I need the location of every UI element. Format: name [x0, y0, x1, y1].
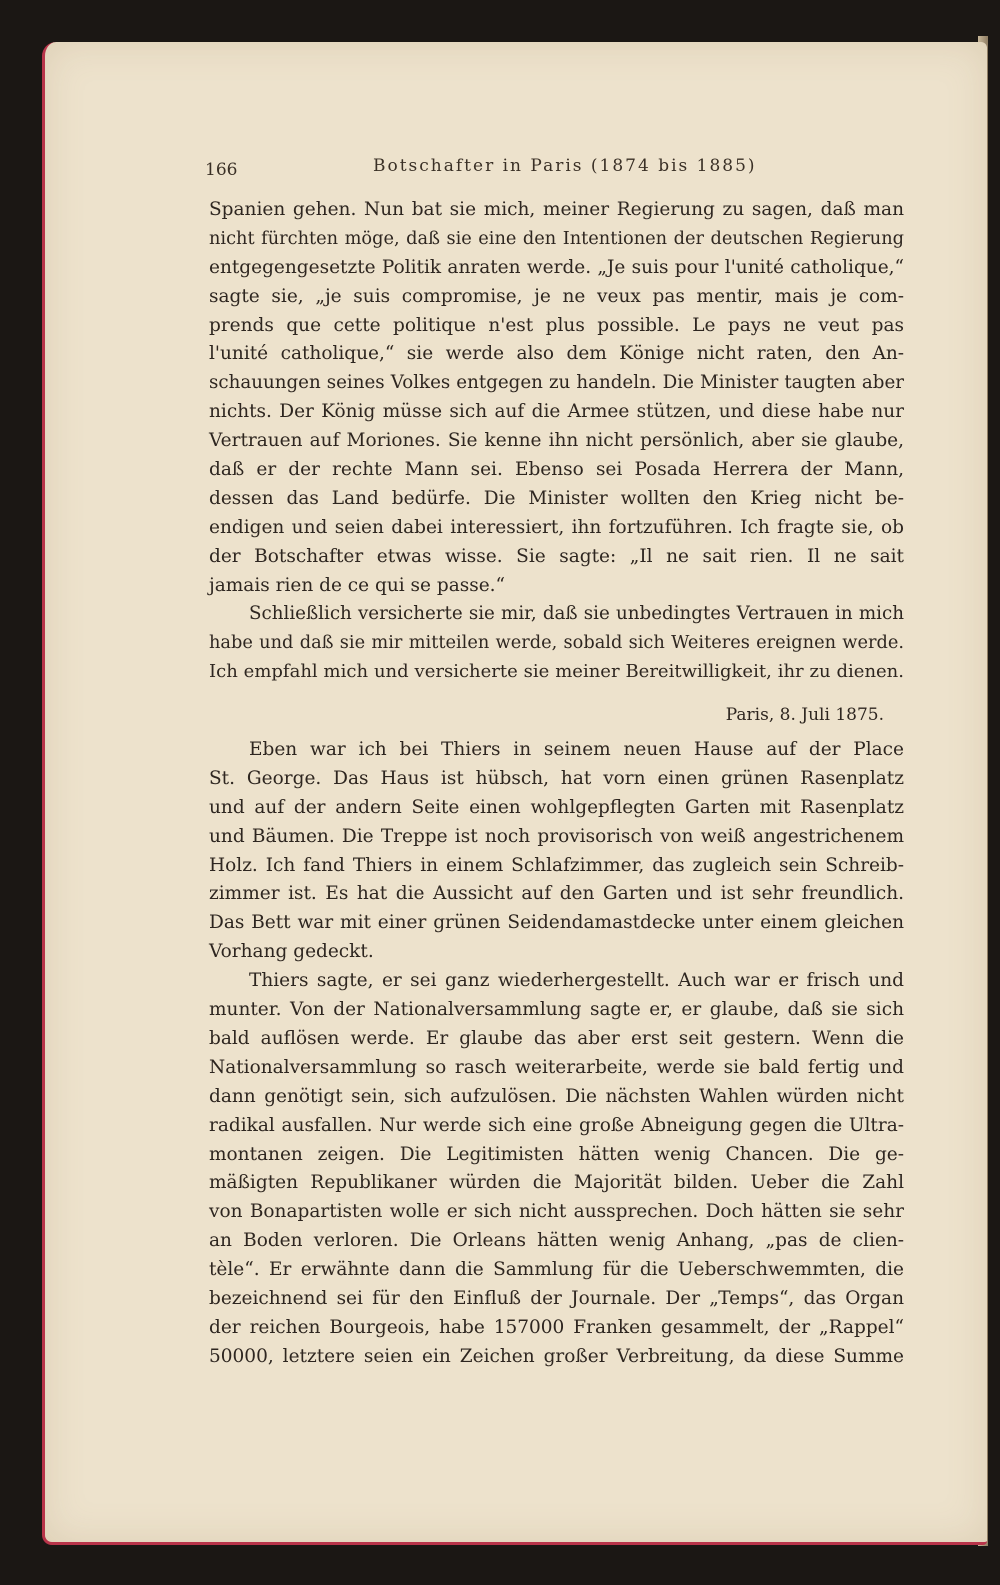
text-line: dann genötigt sein, sich aufzulösen. Die nächsten Wahlen würden nicht	[209, 1085, 904, 1107]
text-line: Vorhang gedeckt.	[209, 941, 374, 963]
dateline: Paris, 8. Juli 1875.	[725, 705, 884, 726]
text-line: montanen zeigen. Die Legitimisten hätten wenig Chancen. Die ge-	[209, 1143, 904, 1165]
paragraph	[209, 196, 904, 600]
text-line: radikal ausfallen. Nur werde sich eine große Abneigung gegen die Ultra-	[209, 1114, 904, 1136]
text-line: von Bonapartisten wolle er sich nicht aussprechen. Doch hätten sie sehr	[209, 1201, 904, 1223]
text-line: an Boden verloren. Die Orleans hätten wenig Anhang, „pas de clien-	[209, 1230, 904, 1252]
text-line: schauungen seines Volkes entgegen zu handeln. Die Minister taugten aber	[209, 372, 904, 394]
text-line: und auf der andern Seite einen wohlgepflegten Garten mit Rasenplatz	[209, 796, 904, 818]
text-line: munter. Von der Nationalversammlung sagte er, er glaube, daß sie sich	[209, 999, 904, 1021]
text-line: St. George. Das Haus ist hübsch, hat vorn einen grünen Rasenplatz	[209, 767, 904, 789]
text-line: Nationalversammlung so rasch weiterarbeite, werde sie bald fertig und	[209, 1056, 904, 1078]
text-line: prends que cette politique n'est plus possible. Le pays ne veut pas	[209, 314, 904, 336]
text-line: Vertrauen auf Moriones. Sie kenne ihn nicht persönlich, aber sie glaube,	[209, 430, 904, 452]
text-line: bald auflösen werde. Er glaube das aber erst seit gestern. Wenn die	[209, 1027, 904, 1049]
paragraph	[209, 967, 904, 1371]
text-line: dessen das Land bedürfe. Die Minister wollten den Krieg nicht be-	[209, 487, 904, 509]
text-line: Ich empfahl mich und versicherte sie meiner Bereitwilligkeit, ihr zu dienen.	[209, 661, 904, 683]
text-line: und Bäumen. Die Treppe ist noch provisorisch von weiß angestrichenem	[209, 825, 904, 847]
text-line: der reichen Bourgeois, habe 157000 Franken gesammelt, der „Rappel“	[209, 1316, 904, 1338]
text-line: entgegengesetzte Politik anraten werde. „Je suis pour l'unité catholique,“	[209, 256, 904, 278]
text-line: Eben war ich bei Thiers in seinem neuen Hause auf der Place	[249, 739, 904, 761]
text-line: nichts. Der König müsse sich auf die Armee stützen, und diese habe nur	[209, 401, 904, 423]
text-line: zimmer ist. Es hat die Aussicht auf den Garten und ist sehr freundlich.	[209, 883, 904, 905]
paragraph	[209, 600, 904, 687]
page-number: 166	[205, 160, 238, 180]
body-text	[209, 196, 904, 1372]
text-line: Holz. Ich fand Thiers in einem Schlafzimmer, das zugleich sein Schreib-	[209, 854, 904, 876]
text-line: Thiers sagte, er sei ganz wiederhergestellt. Auch war er frisch und	[249, 970, 904, 992]
text-line: sagte sie, „je suis compromise, je ne veux pas mentir, mais je com-	[209, 285, 904, 307]
text-line: nicht fürchten möge, daß sie eine den Intentionen der deutschen Regierung	[209, 228, 904, 249]
text-line: bezeichnend sei für den Einfluß der Journale. Der „Temps“, das Organ	[209, 1287, 904, 1309]
text-line: jamais rien de ce qui se passe.“	[209, 574, 506, 596]
text-line: mäßigten Republikaner würden die Majorität bilden. Ueber die Zahl	[209, 1172, 904, 1194]
text-line: Schließlich versicherte sie mir, daß sie unbedingtes Vertrauen in mich	[249, 603, 904, 625]
text-line: daß er der rechte Mann sei. Ebenso sei Posada Herrera der Mann,	[209, 459, 904, 481]
text-line: Spanien gehen. Nun bat sie mich, meiner Regierung zu sagen, daß man	[209, 199, 904, 220]
text-line: endigen und seien dabei interessiert, ihn fortzuführen. Ich fragte sie, ob	[209, 516, 904, 538]
text-line: tèle“. Er erwähnte dann die Sammlung für die Ueberschwemmten, die	[209, 1259, 904, 1281]
text-line: 50000, letztere seien ein Zeichen großer Verbreitung, da diese Summe	[209, 1345, 904, 1367]
running-head: Botschafter in Paris (1874 bis 1885)	[373, 156, 757, 176]
text-line: Das Bett war mit einer grünen Seidendamastdecke unter einem gleichen	[209, 912, 904, 934]
text-line: l'unité catholique,“ sie werde also dem Könige nicht raten, den An-	[209, 343, 904, 365]
text-line: der Botschafter etwas wisse. Sie sagte: „Il ne sait rien. Il ne sait	[209, 545, 904, 567]
paragraph	[209, 736, 904, 967]
text-line: habe und daß sie mir mitteilen werde, sobald sich Weiteres ereignen werde.	[209, 633, 904, 654]
